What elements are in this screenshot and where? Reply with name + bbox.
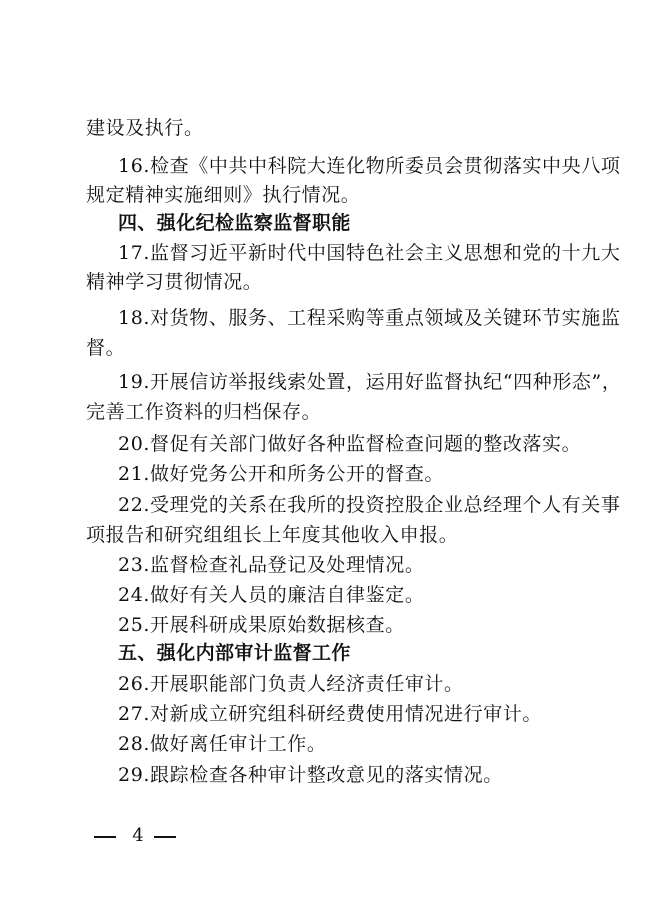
page-footer xyxy=(92,824,192,848)
section-heading-5: 五、强化内部审计监督工作 xyxy=(118,642,351,664)
section-heading-4: 四、强化纪检监察监督职能 xyxy=(118,212,351,234)
item-26: 26.开展职能部门负责人经济责任审计。 xyxy=(118,673,464,695)
item-16: 16.检查《中共中科院大连化物所委员会贯彻落实中央八项 xyxy=(118,155,621,177)
item-25: 25.开展科研成果原始数据核查。 xyxy=(118,614,405,636)
item-16-continuation: 规定精神实施细则》执行情况。 xyxy=(86,184,361,206)
item-17: 17.监督习近平新时代中国特色社会主义思想和党的十九大 xyxy=(118,242,621,264)
item-19: 19.开展信访举报线索处置，运用好监督执纪“四种形态”， xyxy=(118,371,622,393)
page-number: 4 xyxy=(132,825,144,846)
item-22: 22.受理党的关系在我所的投资控股企业总经理个人有关事 xyxy=(118,494,621,516)
item-28: 28.做好离任审计工作。 xyxy=(118,733,327,755)
footer-dash-left xyxy=(94,836,116,838)
item-21: 21.做好党务公开和所务公开的督查。 xyxy=(118,463,445,485)
item-19-continuation: 完善工作资料的归档保存。 xyxy=(86,401,322,423)
item-29: 29.跟踪检查各种审计整改意见的落实情况。 xyxy=(118,764,503,786)
item-17-continuation: 精神学习贯彻情况。 xyxy=(86,271,263,293)
footer-dash-right xyxy=(154,836,176,838)
item-20: 20.督促有关部门做好各种监督检查问题的整改落实。 xyxy=(118,433,582,455)
item-23: 23.监督检查礼品登记及处理情况。 xyxy=(118,554,425,576)
item-27: 27.对新成立研究组科研经费使用情况进行审计。 xyxy=(118,703,543,725)
item-22-continuation: 项报告和研究组组长上年度其他收入申报。 xyxy=(86,524,459,546)
item-18-continuation: 督。 xyxy=(86,337,126,359)
item-18: 18.对货物、服务、工程采购等重点领域及关键环节实施监 xyxy=(118,307,621,329)
text-line-continuation: 建设及执行。 xyxy=(86,117,204,139)
item-24: 24.做好有关人员的廉洁自律鉴定。 xyxy=(118,584,425,606)
